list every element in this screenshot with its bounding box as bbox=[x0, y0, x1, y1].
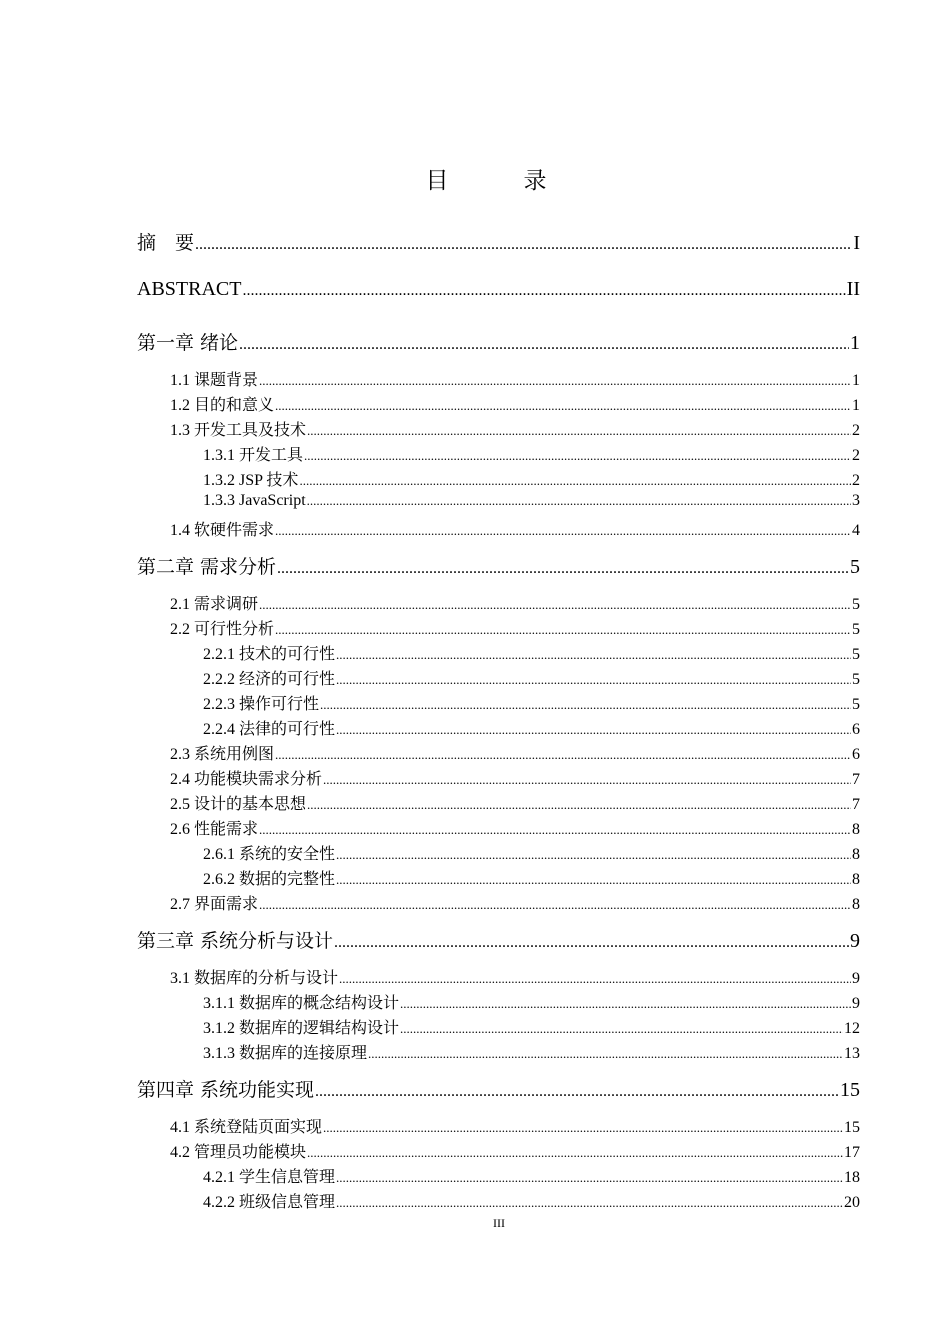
dot-leader bbox=[307, 493, 851, 509]
toc-entry-page: I bbox=[853, 232, 860, 254]
toc-entry-page: 5 bbox=[852, 646, 860, 663]
toc-entry-abstract-en[interactable] bbox=[137, 278, 860, 301]
toc-entry-label: 第三章 系统分析与设计 bbox=[137, 930, 334, 952]
toc-entry-label: 2.2.4 法律的可行性 bbox=[203, 721, 336, 738]
toc-entry-section[interactable] bbox=[170, 591, 860, 614]
toc-entry-page: 5 bbox=[852, 621, 860, 638]
dot-leader bbox=[242, 282, 845, 300]
toc-entry-subsection[interactable] bbox=[203, 1164, 860, 1187]
toc-entry-subsection[interactable] bbox=[203, 691, 860, 714]
dot-leader bbox=[275, 622, 851, 638]
dot-leader bbox=[334, 934, 849, 952]
toc-entry-label: 摘 要 bbox=[137, 232, 195, 254]
toc-entry-page: 18 bbox=[844, 1169, 860, 1186]
toc-entry-page: 1 bbox=[852, 372, 860, 389]
toc-entry-section[interactable] bbox=[170, 891, 860, 914]
toc-entry-subsection[interactable] bbox=[203, 841, 860, 864]
toc-entry-page: 8 bbox=[852, 821, 860, 838]
toc-entry-label: 2.2.2 经济的可行性 bbox=[203, 671, 336, 688]
toc-entry-chapter-4[interactable] bbox=[137, 1075, 860, 1102]
toc-entry-page: 9 bbox=[852, 995, 860, 1012]
toc-entry-page: II bbox=[846, 278, 860, 300]
toc-entry-abstract-cn[interactable] bbox=[137, 228, 860, 255]
dot-leader bbox=[315, 1083, 839, 1101]
toc-entry-page: 9 bbox=[850, 930, 860, 952]
dot-leader bbox=[400, 996, 851, 1012]
toc-entry-section[interactable] bbox=[170, 517, 860, 540]
toc-entry-subsection[interactable] bbox=[203, 990, 860, 1013]
toc-entry-label: 2.2.3 操作可行性 bbox=[203, 696, 320, 713]
dot-leader bbox=[275, 398, 851, 414]
toc-entry-page: 8 bbox=[852, 846, 860, 863]
toc-entry-label: 2.4 功能模块需求分析 bbox=[170, 771, 323, 788]
dot-leader bbox=[323, 1120, 843, 1136]
dot-leader bbox=[336, 672, 851, 688]
toc-entry-label: 2.5 设计的基本思想 bbox=[170, 796, 307, 813]
toc-entry-section[interactable] bbox=[170, 1139, 860, 1162]
toc-entry-page: 1 bbox=[852, 397, 860, 414]
dot-leader bbox=[277, 560, 849, 578]
dot-leader bbox=[336, 872, 851, 888]
toc-entry-subsection[interactable] bbox=[203, 442, 860, 465]
toc-entry-label: 2.2 可行性分析 bbox=[170, 621, 275, 638]
toc-entry-page: 1 bbox=[850, 332, 860, 354]
toc-entry-label: 1.4 软硬件需求 bbox=[170, 522, 275, 539]
toc-entry-label: ABSTRACT bbox=[137, 278, 242, 300]
dot-leader bbox=[320, 697, 851, 713]
toc-entry-page: 6 bbox=[852, 721, 860, 738]
toc-entry-section[interactable] bbox=[170, 965, 860, 988]
dot-leader bbox=[259, 897, 851, 913]
toc-entry-page: 17 bbox=[844, 1144, 860, 1161]
toc-entry-page: 5 bbox=[852, 696, 860, 713]
dot-leader bbox=[259, 822, 851, 838]
dot-leader bbox=[323, 772, 851, 788]
toc-entry-label: 2.2.1 技术的可行性 bbox=[203, 646, 336, 663]
toc-entry-page: 15 bbox=[840, 1079, 860, 1101]
toc-entry-section[interactable] bbox=[170, 367, 860, 390]
toc-entry-label: 3.1.1 数据库的概念结构设计 bbox=[203, 995, 400, 1012]
toc-entry-subsection[interactable] bbox=[203, 716, 860, 739]
toc-entry-page: 6 bbox=[852, 746, 860, 763]
toc-entry-subsection[interactable] bbox=[203, 467, 860, 490]
toc-entry-label: 4.2.2 班级信息管理 bbox=[203, 1194, 336, 1211]
toc-entry-page: 13 bbox=[844, 1045, 860, 1062]
toc-entry-page: 2 bbox=[852, 422, 860, 439]
toc-entry-section[interactable] bbox=[170, 616, 860, 639]
dot-leader bbox=[307, 797, 851, 813]
toc-entry-subsection[interactable] bbox=[203, 641, 860, 664]
toc-entry-label: 3.1.2 数据库的逻辑结构设计 bbox=[203, 1020, 400, 1037]
toc-entry-chapter-1[interactable] bbox=[137, 328, 860, 355]
toc-entry-page: 8 bbox=[852, 896, 860, 913]
toc-entry-label: 4.1 系统登陆页面实现 bbox=[170, 1119, 323, 1136]
toc-entry-page: 8 bbox=[852, 871, 860, 888]
toc-entry-section[interactable] bbox=[170, 392, 860, 415]
toc-entry-label: 1.3.1 开发工具 bbox=[203, 447, 304, 464]
toc-entry-label: 第一章 绪论 bbox=[137, 332, 239, 354]
toc-entry-page: 2 bbox=[852, 472, 860, 489]
toc-entry-label: 3.1.3 数据库的连接原理 bbox=[203, 1045, 368, 1062]
toc-entry-label: 1.3 开发工具及技术 bbox=[170, 422, 307, 439]
dot-leader bbox=[368, 1046, 843, 1062]
dot-leader bbox=[336, 1170, 843, 1186]
toc-entry-page: 5 bbox=[852, 596, 860, 613]
dot-leader bbox=[239, 336, 849, 354]
toc-entry-section[interactable] bbox=[170, 417, 860, 440]
toc-entry-subsection[interactable] bbox=[203, 1015, 860, 1038]
toc-entry-page: 12 bbox=[844, 1020, 860, 1037]
toc-entry-label: 2.6.1 系统的安全性 bbox=[203, 846, 336, 863]
dot-leader bbox=[304, 448, 851, 464]
toc-entry-page: 15 bbox=[844, 1119, 860, 1136]
toc-entry-label: 2.3 系统用例图 bbox=[170, 746, 275, 763]
dot-leader bbox=[336, 1195, 843, 1211]
toc-entry-label: 1.1 课题背景 bbox=[170, 372, 259, 389]
toc-entry-page: 7 bbox=[852, 796, 860, 813]
toc-entry-label: 4.2.1 学生信息管理 bbox=[203, 1169, 336, 1186]
toc-entry-subsection[interactable] bbox=[203, 666, 860, 689]
dot-leader bbox=[400, 1021, 843, 1037]
toc-entry-chapter-3[interactable] bbox=[137, 926, 860, 953]
dot-leader bbox=[299, 473, 851, 489]
toc-entry-section[interactable] bbox=[170, 741, 860, 764]
toc-entry-label: 2.6.2 数据的完整性 bbox=[203, 871, 336, 888]
toc-entry-label: 4.2 管理员功能模块 bbox=[170, 1144, 307, 1161]
toc-title: 目 录 bbox=[425, 168, 573, 194]
toc-entry-section[interactable] bbox=[170, 766, 860, 789]
page-number-footer: III bbox=[493, 1216, 505, 1230]
toc-entry-subsection[interactable] bbox=[203, 1040, 860, 1063]
dot-leader bbox=[275, 747, 851, 763]
toc-entry-page: 2 bbox=[852, 447, 860, 464]
dot-leader bbox=[307, 1145, 843, 1161]
toc-entry-label: 2.1 需求调研 bbox=[170, 596, 259, 613]
dot-leader bbox=[259, 373, 851, 389]
toc-entry-chapter-2[interactable] bbox=[137, 552, 860, 579]
dot-leader bbox=[339, 971, 851, 987]
toc-entry-page: 5 bbox=[852, 671, 860, 688]
dot-leader bbox=[307, 423, 851, 439]
toc-entry-page: 20 bbox=[844, 1194, 860, 1211]
toc-entry-label: 1.3.2 JSP 技术 bbox=[203, 472, 299, 489]
dot-leader bbox=[259, 597, 851, 613]
dot-leader bbox=[275, 523, 851, 539]
toc-entry-page: 7 bbox=[852, 771, 860, 788]
toc-entry-label: 2.7 界面需求 bbox=[170, 896, 259, 913]
toc-entry-label: 2.6 性能需求 bbox=[170, 821, 259, 838]
toc-entry-subsection[interactable] bbox=[203, 866, 860, 889]
toc-entry-section[interactable] bbox=[170, 816, 860, 839]
toc-entry-subsection[interactable] bbox=[203, 492, 860, 510]
toc-entry-label: 1.3.3 JavaScript bbox=[203, 492, 306, 509]
toc-entry-label: 3.1 数据库的分析与设计 bbox=[170, 970, 339, 987]
toc-entry-section[interactable] bbox=[170, 791, 860, 814]
dot-leader bbox=[336, 847, 851, 863]
dot-leader bbox=[336, 647, 851, 663]
toc-entry-page: 5 bbox=[850, 556, 860, 578]
dot-leader bbox=[195, 236, 852, 254]
toc-entry-label: 第四章 系统功能实现 bbox=[137, 1079, 315, 1101]
dot-leader bbox=[336, 722, 851, 738]
toc-entry-page: 4 bbox=[852, 522, 860, 539]
toc-entry-subsection[interactable] bbox=[203, 1189, 860, 1212]
toc-entry-page: 9 bbox=[852, 970, 860, 987]
toc-entry-section[interactable] bbox=[170, 1114, 860, 1137]
toc-entry-page: 3 bbox=[852, 492, 860, 509]
toc-entry-label: 1.2 目的和意义 bbox=[170, 397, 275, 414]
toc-entry-label: 第二章 需求分析 bbox=[137, 556, 277, 578]
